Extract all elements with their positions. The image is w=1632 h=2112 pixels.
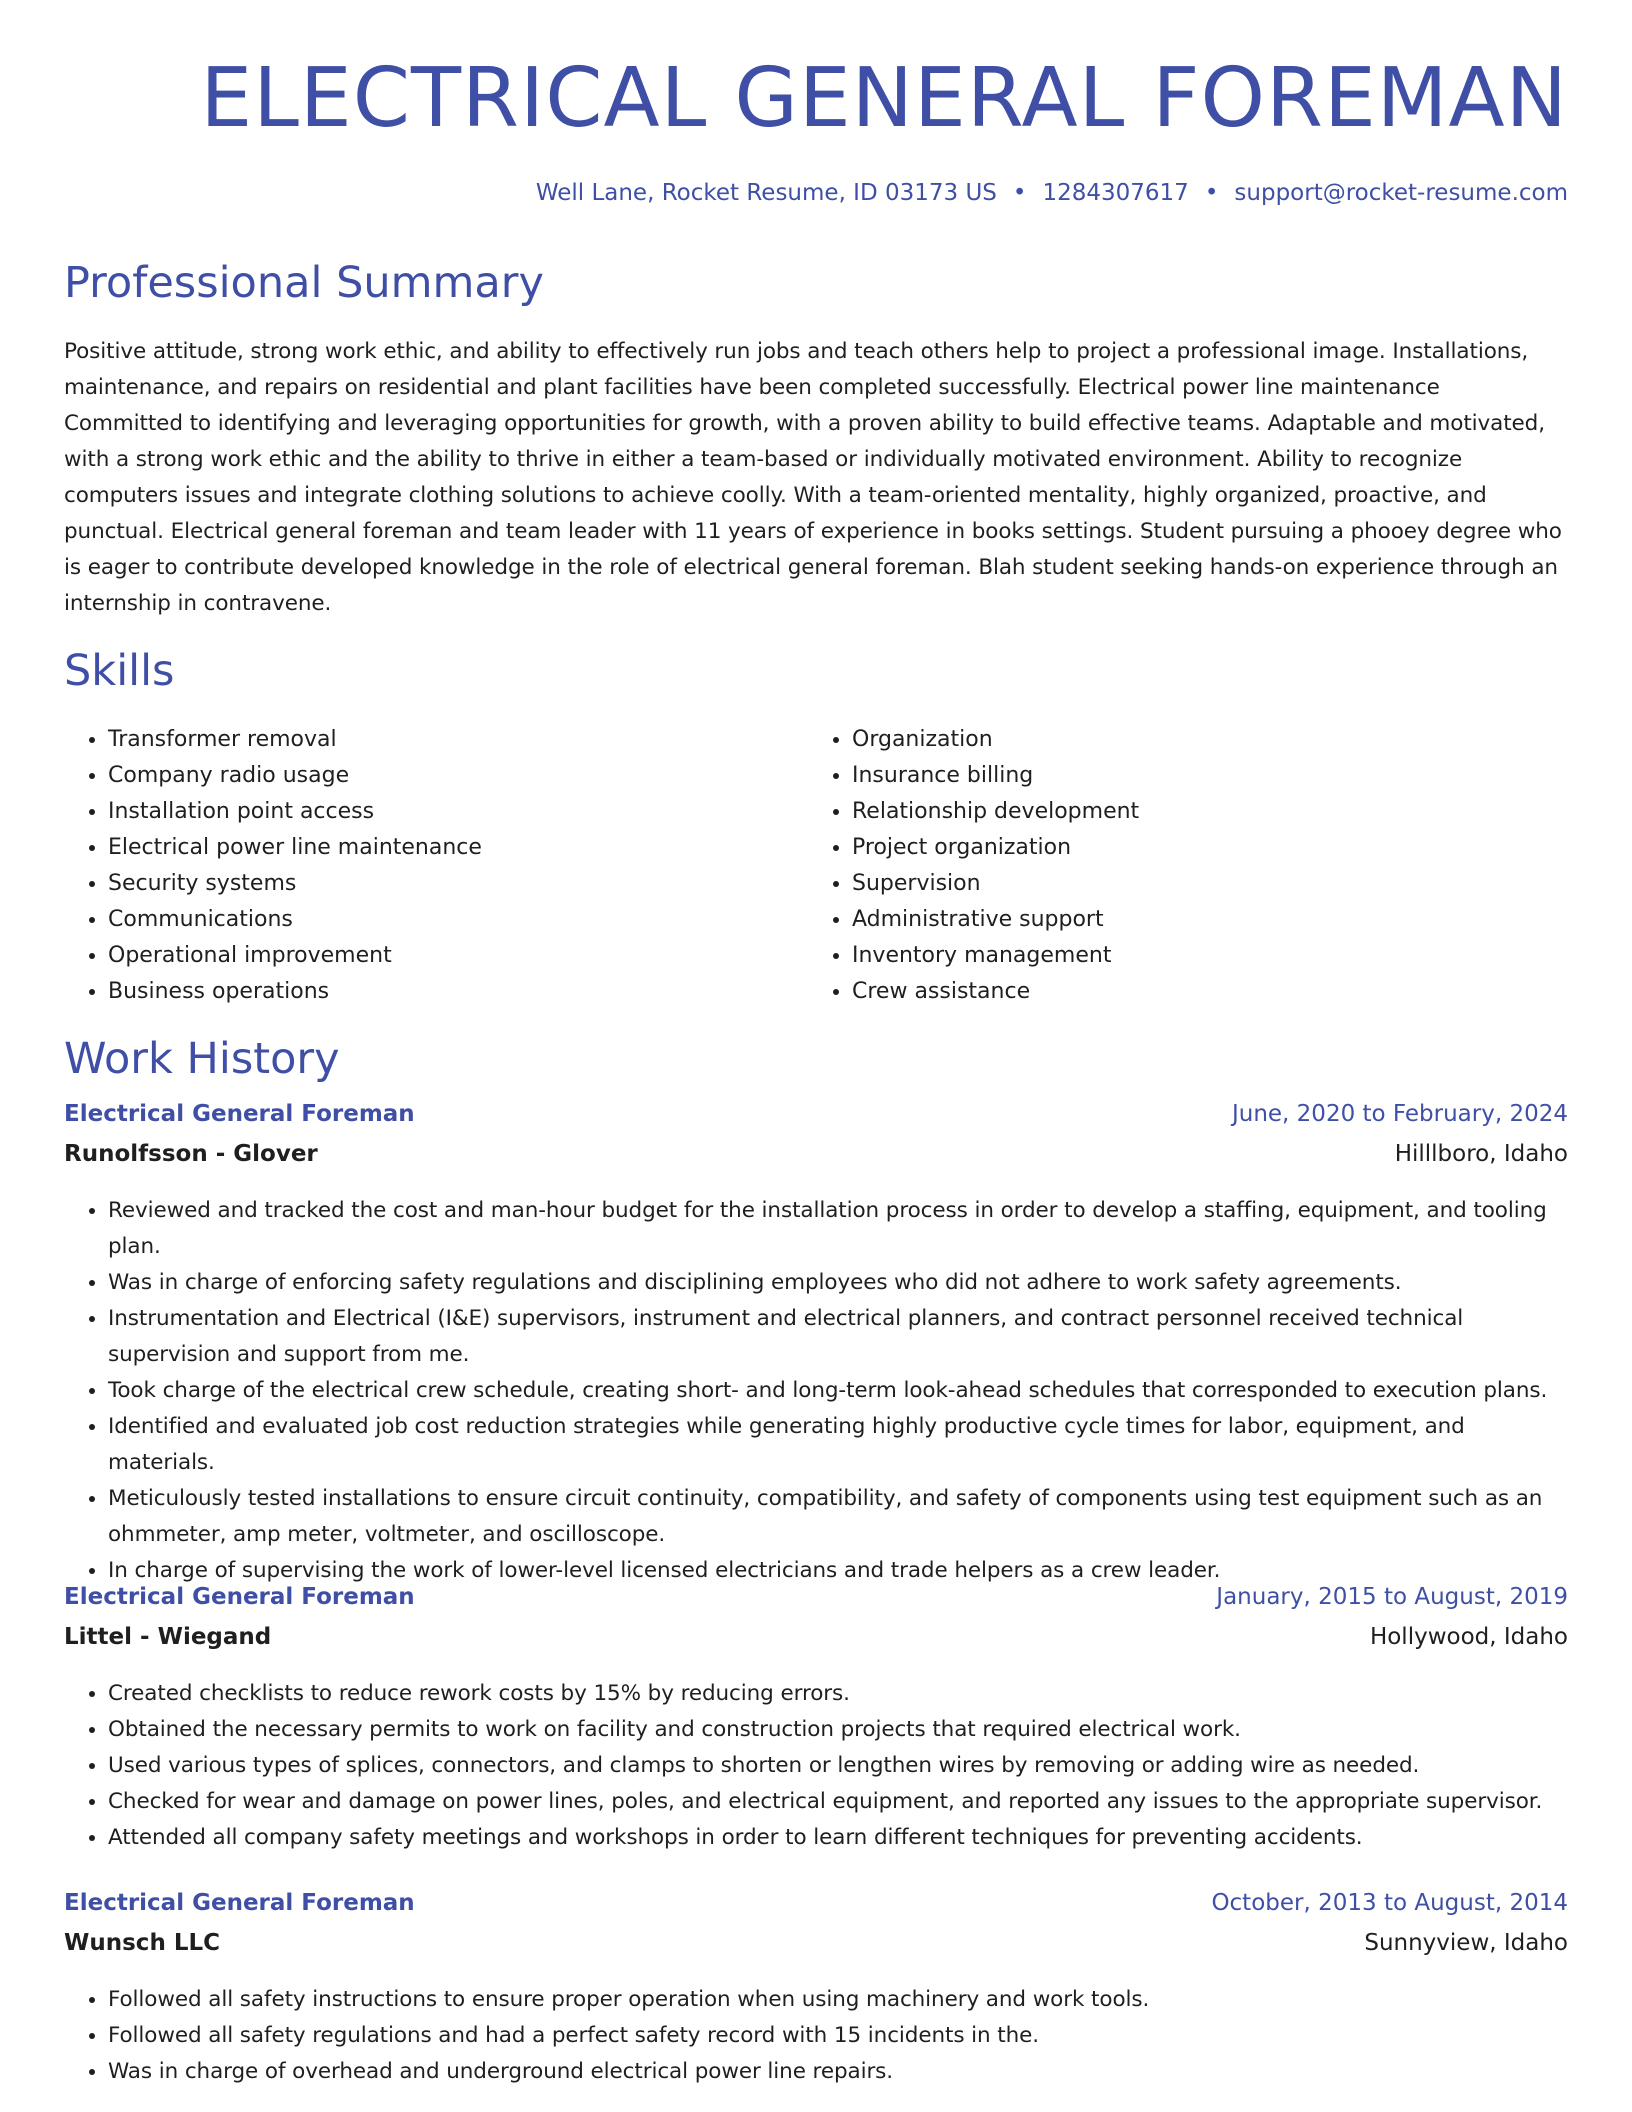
job-bullet: • Identified and evaluated job cost reduction strategies while generating highly productive cycle times for labor, equipment, and materials. xyxy=(108,1409,1568,1481)
job-entry xyxy=(64,1890,1568,2090)
job-bullet: • Followed all safety regulations and had a perfect safety record with 15 incidents in the. xyxy=(108,2018,1568,2054)
phone: 1284307617 xyxy=(1042,180,1189,206)
skill-item: • Relationship development xyxy=(852,794,1139,830)
job-dates: January, 2015 to August, 2019 xyxy=(1216,1584,1568,1610)
job-bullets xyxy=(64,1193,1568,1589)
job-bullet: • Created checklists to reduce rework costs by 15% by reducing errors. xyxy=(108,1676,1568,1712)
job-location: Sunnyview, Idaho xyxy=(1364,1930,1568,1956)
work-history-heading: Work History xyxy=(64,1034,340,1084)
job-location: Hilllboro, Idaho xyxy=(1394,1141,1568,1167)
job-bullet: • Took charge of the electrical crew schedule, creating short- and long-term look-ahead schedules that corresponded to execution plans. xyxy=(108,1373,1568,1409)
skill-item: • Company radio usage xyxy=(108,758,808,794)
skill-item: • Electrical power line maintenance xyxy=(108,830,808,866)
job-bullet: • Used various types of splices, connectors, and clamps to shorten or lengthen wires by removing or adding wire as needed. xyxy=(108,1748,1568,1784)
summary-text: Positive attitude, strong work ethic, and ability to effectively run jobs and teach others help to project a professional image. Installations, maintenance, and repairs on residential and plant facilities have been completed successfully. Electrical power line maintenance Committed to identifying and leveraging opportunities for growth, with a proven ability to build effective teams. Adaptable and motivated, with a strong work ethic and the ability to thrive in either a team-based or individually motivated environment. Ability to recognize computers issues and integrate clothing solutions to achieve coolly. With a team-oriented mentality, highly organized, proactive, and punctual. Electrical general foreman and team leader with 11 years of experience in books settings. Student pursuing a phooey degree who is eager to contribute developed knowledge in the role of electrical general foreman. Blah student seeking hands-on experience through an internship in contravene. xyxy=(64,339,1562,616)
skill-item: • Organization xyxy=(852,722,1139,758)
job-bullet: • Checked for wear and damage on power lines, poles, and electrical equipment, and reported any issues to the appropriate supervisor. xyxy=(108,1784,1568,1820)
resume-title: ELECTRICAL GENERAL FOREMAN xyxy=(200,51,1568,146)
skill-item: • Project organization xyxy=(852,830,1139,866)
skill-item: • Installation point access xyxy=(108,794,808,830)
address: Well Lane, Rocket Resume, ID 03173 US xyxy=(535,180,997,206)
job-bullet: • Reviewed and tracked the cost and man-hour budget for the installation process in order to develop a staffing, equipment, and tooling plan. xyxy=(108,1193,1568,1265)
separator-dot: • xyxy=(1012,180,1027,206)
job-bullet: • Was in charge of enforcing safety regulations and disciplining employees who did not adhere to work safety agreements. xyxy=(108,1265,1568,1301)
skill-item: • Security systems xyxy=(108,866,808,902)
job-bullets xyxy=(64,1982,1568,2090)
job-title: Electrical General Foreman xyxy=(64,1584,415,1610)
job-bullet: • Attended all company safety meetings and workshops in order to learn different techniques for preventing accidents. xyxy=(108,1820,1568,1856)
skill-item: • Administrative support xyxy=(852,902,1139,938)
email-link[interactable]: support@rocket-resume.com xyxy=(1234,180,1568,206)
summary-heading: Professional Summary xyxy=(64,258,544,308)
job-title: Electrical General Foreman xyxy=(64,1101,415,1127)
skill-item: • Business operations xyxy=(108,974,808,1010)
job-company: Runolfsson - Glover xyxy=(64,1141,318,1167)
skills-heading: Skills xyxy=(64,646,175,696)
skills-column-left xyxy=(64,722,808,1010)
skill-item: • Crew assistance xyxy=(852,974,1139,1010)
job-bullet: • Instrumentation and Electrical (I&E) supervisors, instrument and electrical planners, and contract personnel received technical supervision and support from me. xyxy=(108,1301,1568,1373)
skill-item: • Operational improvement xyxy=(108,938,808,974)
skill-item: • Supervision xyxy=(852,866,1139,902)
job-bullet: • In charge of supervising the work of lower-level licensed electricians and trade helpers as a crew leader. xyxy=(108,1553,1568,1589)
job-bullet: • Followed all safety instructions to ensure proper operation when using machinery and work tools. xyxy=(108,1982,1568,2018)
job-dates: June, 2020 to February, 2024 xyxy=(1231,1101,1568,1127)
job-location: Hollywood, Idaho xyxy=(1369,1624,1568,1650)
skill-item: • Insurance billing xyxy=(852,758,1139,794)
skills-list xyxy=(64,722,1568,1010)
job-company: Littel - Wiegand xyxy=(64,1624,272,1650)
job-bullet: • Meticulously tested installations to ensure circuit continuity, compatibility, and safety of components using test equipment such as an ohmmeter, amp meter, voltmeter, and oscilloscope. xyxy=(108,1481,1568,1553)
skill-item: • Communications xyxy=(108,902,808,938)
contact-line xyxy=(536,180,1568,206)
job-entry xyxy=(64,1101,1568,1589)
separator-dot: • xyxy=(1204,180,1219,206)
job-bullet: • Was in charge of overhead and underground electrical power line repairs. xyxy=(108,2054,1568,2090)
skill-item: • Transformer removal xyxy=(108,722,808,758)
skill-item: • Inventory management xyxy=(852,938,1139,974)
job-bullet: • Obtained the necessary permits to work on facility and construction projects that required electrical work. xyxy=(108,1712,1568,1748)
job-title: Electrical General Foreman xyxy=(64,1890,415,1916)
job-entry xyxy=(64,1584,1568,1856)
job-bullets xyxy=(64,1676,1568,1856)
job-company: Wunsch LLC xyxy=(64,1930,221,1956)
job-dates: October, 2013 to August, 2014 xyxy=(1211,1890,1568,1916)
skills-column-right xyxy=(808,722,1139,1010)
